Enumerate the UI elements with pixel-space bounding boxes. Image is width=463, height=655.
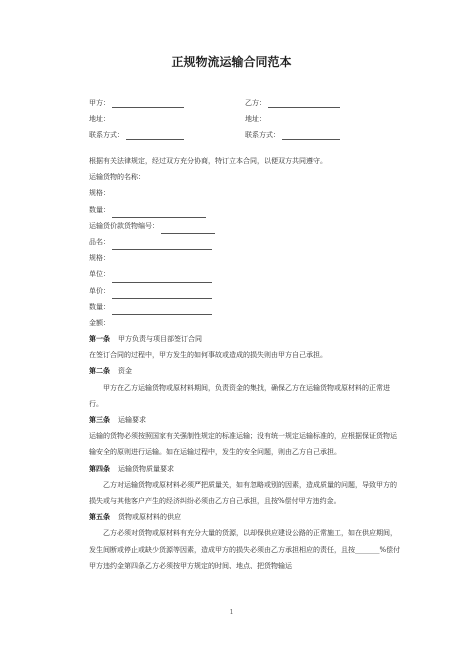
clause-title: 运输要求	[118, 416, 146, 425]
unit-price-blank	[112, 291, 212, 299]
contact-a-field	[89, 130, 245, 140]
clause-number: 第一条	[89, 335, 110, 344]
party-row	[89, 95, 401, 111]
price-no-blank	[161, 226, 215, 234]
address-row	[89, 111, 401, 127]
spec2-field	[89, 250, 401, 266]
product-field	[89, 234, 401, 250]
clause-2-heading	[89, 363, 401, 379]
party-b-field	[245, 98, 401, 108]
contact-b-label: 联系方式：	[245, 131, 280, 139]
contact-a-label: 联系方式：	[89, 131, 124, 139]
clause-number: 第三条	[89, 416, 110, 425]
address-a-label: 地址：	[89, 115, 110, 123]
clause-1-text: 在签订合同的过程中，甲方发生的如何事故或造成的损失则由甲方自己承担。	[89, 351, 327, 360]
clause-number: 第五条	[89, 513, 110, 522]
document-title: 正规物流运输合同范本	[171, 55, 292, 69]
clause-title: 资金	[118, 367, 132, 376]
contact-b-blank	[282, 132, 340, 140]
page-number: 1	[229, 609, 234, 616]
quantity-label: 数量：	[89, 205, 110, 214]
quantity2-label: 数量：	[89, 302, 110, 311]
quantity2-field	[89, 299, 401, 315]
address-b-field	[245, 114, 401, 124]
spec2-label: 规格：	[89, 254, 110, 263]
clause-5-heading	[89, 509, 401, 525]
unit-blank	[112, 275, 212, 283]
product-blank	[112, 242, 212, 250]
contact-row	[89, 127, 401, 143]
clause-number: 第二条	[89, 367, 110, 376]
address-a-field	[89, 114, 245, 124]
price-no-field	[89, 218, 401, 234]
contract-body	[89, 153, 401, 574]
party-b-label: 乙方：	[245, 99, 266, 107]
clause-4-heading	[89, 461, 401, 477]
unit-price-field	[89, 283, 401, 299]
amount-label: 金额：	[89, 318, 110, 327]
quantity-blank	[112, 210, 206, 218]
clause-1-heading	[89, 331, 401, 347]
clause-title: 货物或原材料的供应	[118, 513, 181, 522]
intro-text: 根据有关法律规定，经过双方充分协商，特订立本合同，以便双方共同遵守。	[89, 157, 327, 165]
contact-b-field	[245, 130, 401, 140]
parties-block	[89, 95, 401, 143]
goods-name-field	[89, 169, 401, 185]
clause-4-text: 乙方对运输货物或原材料必须严把质量关，如有忽略或别的因素，造成质量的问题，导致甲方的损失或与其他客户产生的经济纠纷必须由乙方自己承担，且按%偿付甲方违约金。	[89, 480, 397, 506]
party-b-blank	[268, 100, 340, 108]
unit-price-label: 单价：	[89, 286, 110, 295]
party-a-blank	[112, 100, 184, 108]
goods-name-label: 运输货物的名称：	[89, 173, 145, 182]
contact-a-blank	[126, 132, 184, 140]
spec-label: 规格：	[89, 189, 110, 198]
quantity-field	[89, 202, 401, 218]
spec-field	[89, 185, 401, 201]
price-no-label: 运输货价款货物编号：	[89, 221, 159, 230]
party-a-label: 甲方：	[89, 99, 110, 107]
clause-2-text: 甲方在乙方运输货物或原材料期间，负责资金的集找，确保乙方在运输货物或原材料的正常进行。	[89, 383, 390, 408]
amount-field	[89, 315, 401, 331]
product-label: 品名：	[89, 237, 110, 246]
quantity2-blank	[112, 307, 212, 315]
party-a-field	[89, 98, 245, 108]
clause-number: 第四条	[89, 464, 110, 473]
clause-3-heading	[89, 412, 401, 428]
unit-label: 单位：	[89, 270, 110, 279]
clause-5-text: 乙方必须对货物或原材料有充分大量的货源，以却保供应建设公路的正常施工，如在供应期间，发生间断或停止或缺少货源等因素，造成甲方的损失必须由乙方承担相应的责任，且按_______%偿付甲方违约金第四条乙方必须按甲方规定的时间、地点、把货物输运	[89, 529, 401, 570]
unit-field	[89, 266, 401, 282]
clause-3-text: 运输的货物必须按照国家有关强制性规定的标准运输；没有统一规定运输标准的，应根据保证货物运输安全的原则进行运输。如在运输过程中，发生的安全问题，则由乙方自己承担。	[89, 432, 397, 457]
address-b-label: 地址：	[245, 115, 266, 123]
clause-title: 甲方负责与项目部签订合同	[118, 335, 202, 344]
clause-title: 运输货物质量要求	[118, 464, 174, 473]
